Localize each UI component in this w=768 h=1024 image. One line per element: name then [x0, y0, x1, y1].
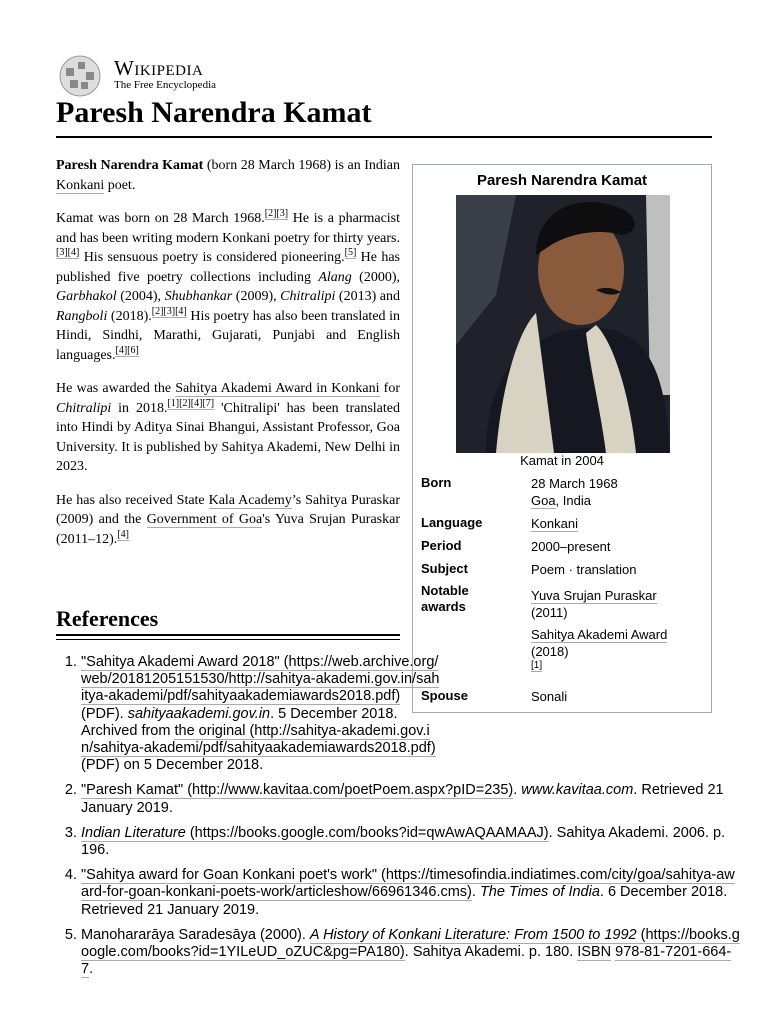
- label: Spouse: [421, 688, 468, 703]
- portrait-photo[interactable]: [456, 195, 670, 453]
- value: (2018): [531, 644, 569, 659]
- infobox-title: Paresh Narendra Kamat: [476, 172, 648, 189]
- reference-link[interactable]: [81, 825, 549, 842]
- text: His poetry has also been translated in Hindi, Sindhi, Marathi, Gujarati, Punjabi and English languages.: [56, 308, 401, 363]
- infobox-row-language: [421, 515, 706, 532]
- text: for: [379, 381, 400, 396]
- text: ’s Sahitya Puraskar (2009) and the: [56, 492, 400, 527]
- book-title: Rangboli: [56, 308, 108, 324]
- konkani-link[interactable]: Konkani: [531, 516, 578, 531]
- other-awards-paragraph: [56, 491, 400, 550]
- value: (2011): [531, 605, 568, 620]
- biography-paragraph: [56, 209, 400, 365]
- publisher: sahityaakademi.gov.in: [127, 705, 271, 722]
- text: 'Chitralipi' has been translated into Hindi by Aditya Sinai Bhangui, Assistant Professor, Goa University. It is published by Sahitya Akademi, New Delhi in 2023.: [56, 400, 401, 474]
- citation[interactable]: [4][6]: [115, 344, 139, 356]
- text: .: [89, 961, 94, 978]
- text: (PDF).: [81, 705, 128, 722]
- citation[interactable]: [3][4]: [56, 247, 80, 259]
- infobox-row-period: [421, 538, 706, 555]
- text: His sensuous poetry is considered pioneering.: [79, 250, 345, 265]
- value: 2000–present: [531, 539, 611, 554]
- text: Manohararāya Saradesāya (2000).: [81, 926, 310, 943]
- references-heading: References: [56, 606, 159, 631]
- citation[interactable]: [5]: [344, 247, 357, 259]
- text: He has also received State: [56, 492, 209, 508]
- text: He was awarded the: [56, 381, 176, 396]
- book-title: A History of Konkani Literature: From 1500 to 1992: [309, 926, 637, 943]
- government-of-goa-link[interactable]: Government of Goa: [146, 512, 263, 527]
- subject-name: Paresh Narendra Kamat: [56, 158, 204, 173]
- reference-item: [81, 825, 741, 859]
- book-title: Garbhakol: [56, 289, 117, 304]
- goa-link[interactable]: Goa: [531, 493, 556, 508]
- value: Sonali: [531, 689, 568, 704]
- reference-link[interactable]: "Paresh Kamat" (http://www.kavitaa.com/poetPoem.aspx?pID=235): [81, 782, 514, 799]
- book-title: Chitralipi: [280, 289, 336, 304]
- text: . 6 December 2018. Retrieved 21 January 2019.: [81, 884, 728, 918]
- text: , India: [555, 493, 591, 508]
- photo-caption: Kamat in 2004: [520, 453, 604, 468]
- reference-item: [81, 927, 741, 979]
- page-title: Paresh Narendra Kamat: [56, 96, 372, 129]
- lead-paragraph: [56, 156, 400, 195]
- publisher: www.kavitaa.com: [521, 782, 634, 799]
- text: . 5 December 2018. Archived from: [81, 705, 398, 739]
- kala-academy-link[interactable]: Kala Academy: [208, 492, 292, 508]
- konkani-link[interactable]: Konkani: [56, 177, 105, 193]
- citation[interactable]: [2][3]: [264, 208, 289, 220]
- book-title: Shubhankar: [164, 289, 233, 304]
- text: 's Yuva Srujan Puraskar (2011–12).: [56, 512, 400, 547]
- reference-item: [81, 654, 741, 774]
- text: (2018).: [107, 308, 152, 324]
- value: Poem · translation: [531, 562, 637, 577]
- text: . Retrieved 21 January 2019.: [81, 782, 724, 816]
- text: .: [513, 782, 522, 799]
- citation[interactable]: [1][2][4][7]: [167, 397, 215, 409]
- references-list: [56, 654, 741, 986]
- citation[interactable]: [2][3][4]: [151, 305, 187, 317]
- text: poet.: [104, 177, 136, 193]
- text: He is a pharmacist and has been writing modern Konkani poetry for thirty years.: [56, 211, 401, 246]
- wikipedia-tagline: The Free Encyclopedia: [114, 79, 217, 91]
- reference-item: [81, 867, 741, 919]
- label: Language: [421, 515, 483, 530]
- award-paragraph: [56, 379, 400, 477]
- infobox-row-subject: [421, 561, 706, 578]
- book-title: Alang: [318, 269, 352, 285]
- text: .: [471, 884, 480, 901]
- text: . Sahitya Akademi. p. 180.: [404, 944, 578, 961]
- references-divider: [56, 634, 400, 640]
- text: (2009),: [232, 289, 281, 304]
- url: (https://books.google.com/books?id=1YILeUD_oZUC&pg=PA180): [81, 926, 740, 961]
- text: . Sahitya Akademi. 2006. p. 196.: [81, 824, 726, 859]
- citation[interactable]: [1]: [531, 659, 543, 671]
- text: Kamat was born on 28 March 1968.: [56, 211, 265, 226]
- infobox-row-born: [421, 475, 706, 509]
- text: (2004),: [116, 289, 165, 304]
- sahitya-akademi-award-link[interactable]: Sahitya Akademi Award in Konkani: [175, 381, 380, 396]
- isbn-link[interactable]: ISBN: [577, 944, 612, 961]
- reference-link[interactable]: "Sahitya Akademi Award 2018" (https://web.archive.org/web/20181205151530/http://sahitya-akademi.gov.in/sahitya-akademi/pdf/sahityaakademiawards2018.pdf): [81, 654, 440, 705]
- text: (2000),: [351, 269, 400, 285]
- isbn-number-link[interactable]: 978-81-7201-664-7: [81, 944, 732, 978]
- publisher: The Times of India: [479, 884, 600, 901]
- book-title: Indian Literature: [81, 824, 186, 841]
- text: (PDF) on 5 December 2018.: [81, 757, 264, 774]
- label: Notable awards: [421, 583, 469, 614]
- archive-original-link[interactable]: the original (http://sahitya-akademi.gov.in/sahitya-akademi/pdf/sahityaakademiawards2018.pdf): [81, 722, 436, 757]
- label: Subject: [421, 561, 468, 576]
- text: (born 28 March 1968) is an Indian: [203, 158, 401, 173]
- wikipedia-wordmark: Wikipedia: [114, 56, 204, 80]
- reference-item: [81, 782, 741, 816]
- birth-date: 28 March 1968: [531, 476, 618, 491]
- text: He has published five poetry collections including: [56, 250, 400, 285]
- title-divider: [56, 136, 712, 138]
- wikipedia-globe-logo[interactable]: [56, 54, 104, 98]
- text: (2013) and: [335, 289, 401, 304]
- reference-link[interactable]: "Sahitya award for Goan Konkani poet's work" (https://timesofindia.indiatimes.com/city/goa/sahitya-award-for-goan-konkani-poets-work/articleshow/66961346.cms): [81, 867, 735, 901]
- book-title: Chitralipi: [56, 400, 112, 416]
- sahitya-akademi-award-link[interactable]: Sahitya Akademi Award: [531, 627, 668, 642]
- label: Period: [421, 538, 462, 553]
- yuva-srujan-puraskar-link[interactable]: Yuva Srujan Puraskar: [531, 588, 657, 603]
- infobox: [412, 164, 712, 713]
- label: Born: [421, 475, 452, 490]
- article-body: [56, 156, 400, 563]
- url: (https://books.google.com/books?id=qwAwAQAAMAAJ): [185, 824, 549, 841]
- text: in 2018.: [111, 400, 168, 416]
- citation[interactable]: [4]: [117, 528, 129, 540]
